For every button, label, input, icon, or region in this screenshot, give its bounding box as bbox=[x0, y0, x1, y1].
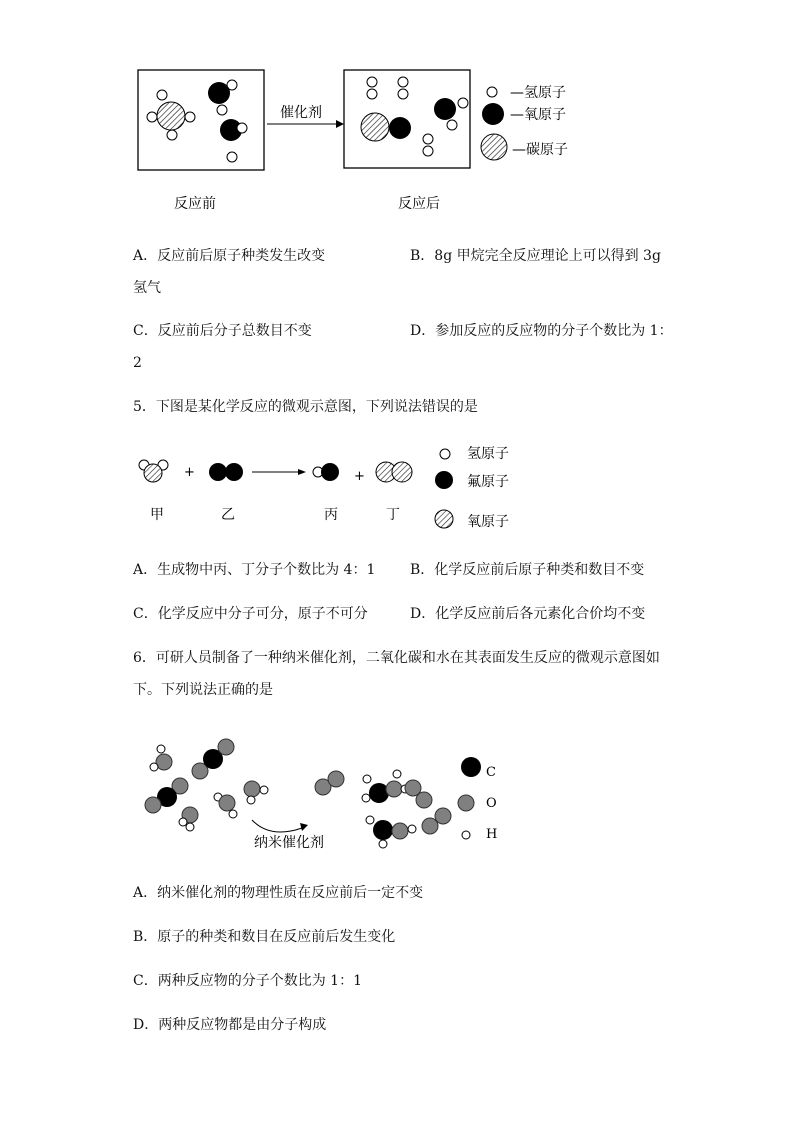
carbon-monoxide-molecule bbox=[361, 113, 411, 141]
h2o-molecule bbox=[244, 781, 268, 804]
molecule-label: 乙 bbox=[221, 507, 235, 523]
q6-option-b[interactable]: B．原子的种类和数目在反应前后发生变化 bbox=[133, 929, 396, 945]
co2-molecule bbox=[192, 739, 234, 779]
legend-label: H bbox=[486, 827, 498, 842]
legend-label: —氧原子 bbox=[510, 107, 566, 123]
h2o-molecule bbox=[214, 793, 237, 818]
q4-option-d-continued: 2 bbox=[133, 355, 142, 371]
product-ding-molecule bbox=[376, 462, 412, 482]
plus-sign: + bbox=[184, 465, 195, 480]
before-box bbox=[138, 70, 264, 170]
q6-reaction-diagram bbox=[140, 735, 520, 860]
oxygen-atom-icon bbox=[482, 103, 504, 125]
q5-stem: 5．下图是某化学反应的微观示意图，下列说法错误的是 bbox=[133, 399, 478, 415]
reactant-jia-molecule bbox=[139, 460, 168, 482]
hydrogen-molecule bbox=[398, 77, 408, 99]
water-molecule bbox=[434, 98, 468, 130]
q4-option-a[interactable]: A．反应前后原子种类发生改变 bbox=[133, 248, 326, 264]
q6-option-d[interactable]: D．两种反应物都是由分子构成 bbox=[133, 1017, 327, 1033]
methane-molecule bbox=[147, 90, 195, 140]
after-label: 反应后 bbox=[398, 196, 440, 212]
legend-label: 氢原子 bbox=[467, 446, 509, 462]
catalyst-label: 纳米催化剂 bbox=[254, 835, 324, 851]
carbon-atom-icon bbox=[461, 757, 481, 777]
q4-option-d[interactable]: D．参加反应的反应物的分子个数比为 1： bbox=[410, 323, 673, 339]
carbon-atom-icon bbox=[481, 134, 507, 160]
h2o-molecule bbox=[150, 745, 172, 771]
reactant-yi-molecule bbox=[209, 463, 243, 481]
co2-molecule bbox=[145, 778, 188, 813]
q6-stem-line-2: 下。下列说法正确的是 bbox=[133, 682, 273, 698]
water-molecule bbox=[220, 119, 247, 162]
legend-label: 氟原子 bbox=[467, 474, 509, 490]
legend-label: C bbox=[486, 765, 496, 780]
ch3oh-molecule bbox=[366, 816, 416, 848]
molecule-label: 甲 bbox=[150, 507, 164, 523]
q4-reaction-diagram bbox=[130, 62, 600, 222]
legend-label: —碳原子 bbox=[512, 142, 568, 158]
q6-option-c[interactable]: C．两种反应物的分子个数比为 1：1 bbox=[133, 973, 362, 989]
q6-option-a[interactable]: A．纳米催化剂的物理性质在反应前后一定不变 bbox=[133, 885, 424, 901]
o2-molecule bbox=[405, 780, 432, 808]
hydrogen-atom-icon bbox=[487, 87, 497, 97]
o2-molecule bbox=[422, 808, 451, 834]
plus-sign: + bbox=[354, 469, 365, 484]
h2o-molecule bbox=[179, 807, 198, 831]
q4-option-b[interactable]: B．8g 甲烷完全反应理论上可以得到 3g bbox=[410, 248, 661, 264]
legend-label: 氧原子 bbox=[467, 514, 509, 530]
hydrogen-atom-icon bbox=[440, 449, 450, 459]
q5-reaction-diagram bbox=[130, 436, 530, 536]
ch3oh-molecule bbox=[362, 770, 409, 803]
oxygen-atom-icon bbox=[435, 510, 453, 528]
before-label: 反应前 bbox=[174, 196, 216, 212]
q4-option-b-continued: 氢气 bbox=[133, 280, 161, 296]
fluorine-atom-icon bbox=[435, 471, 453, 489]
legend-label: —氢原子 bbox=[510, 85, 566, 101]
catalyst-label: 催化剂 bbox=[280, 105, 322, 121]
q4-option-c[interactable]: C．反应前后分子总数目不变 bbox=[133, 323, 312, 339]
hydrogen-molecule bbox=[423, 134, 433, 156]
q6-stem-line-1: 6．可研人员制备了一种纳米催化剂，二氧化碳和水在其表面发生反应的微观示意图如 bbox=[133, 650, 660, 666]
q5-option-a[interactable]: A．生成物中丙、丁分子个数比为 4：1 bbox=[133, 562, 376, 578]
molecule-label: 丁 bbox=[386, 507, 400, 523]
q5-option-b[interactable]: B．化学反应前后原子种类和数目不变 bbox=[410, 562, 645, 578]
q5-option-c[interactable]: C．化学反应中分子可分，原子不可分 bbox=[133, 606, 368, 622]
product-bing-molecule bbox=[313, 463, 339, 481]
water-molecule bbox=[208, 80, 237, 115]
molecule-label: 丙 bbox=[324, 507, 338, 523]
hydrogen-atom-icon bbox=[462, 831, 470, 839]
hydrogen-molecule bbox=[367, 77, 377, 99]
oxygen-atom-icon bbox=[458, 795, 474, 811]
reaction-arrow bbox=[252, 820, 302, 832]
o2-molecule bbox=[315, 771, 344, 795]
legend-label: O bbox=[486, 796, 497, 811]
q5-option-d[interactable]: D．化学反应前后各元素化合价均不变 bbox=[410, 606, 646, 622]
